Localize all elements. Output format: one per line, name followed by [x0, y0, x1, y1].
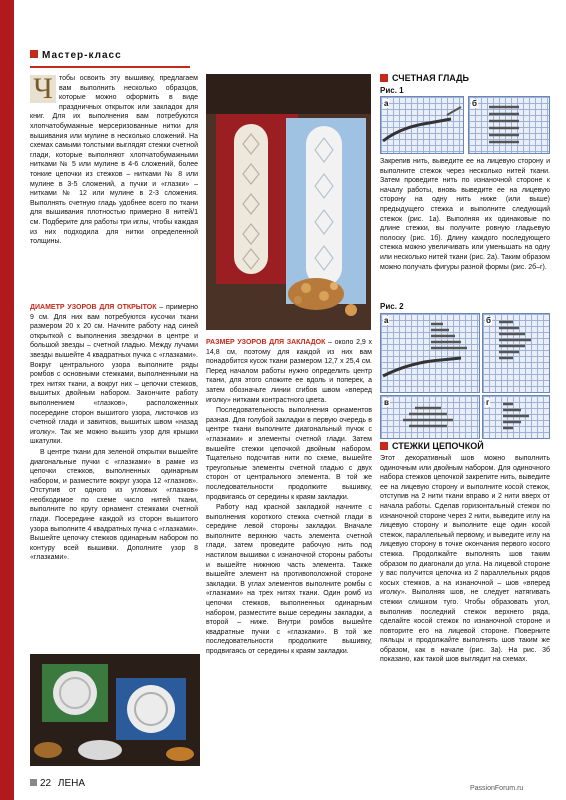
heading-marker [380, 74, 388, 82]
footer-marker [30, 779, 37, 786]
satin-stitch-text: Закрепив нить, выведите ее на лицевую сторону и выполните стежок через несколько нитей ткани. Затем проведите нить по изнаночной стороне к началу работы, вновь выведите ее на лицевую сторону на одну нить ниже (или выше) предыдущего стежка и выполните следующий стежок (рис. 1а). Выполняя их одинаковые по длине стежки, вы получите ровную гладьевую полоску (рис. 1б). Длину каждого последующего стежка можно увеличивать или уменьшать на одну или несколько нитей ткани (рис. 2а). Таким образом можно получать фигуры разной формы (рис. 2б–г). [380, 158, 550, 271]
section-masthead: Мастер-класс [30, 50, 190, 68]
figure-2d-letter: г [486, 398, 490, 407]
figure-2-label: Рис. 2 [380, 302, 404, 311]
page-footer [30, 778, 85, 789]
column-1-body: ДИАМЕТР УЗОРОВ ДЛЯ ОТКРЫТОК – примерно 9 см. Для них вам потребуются кусочки ткани размером 20 х 20 см. Начните работу над синей открыткой с выполнения звездочки в центре и большой звезды – счетной гладью. Между лучами звезды вышейте 4 квадратных пучка с «глазками». Вокруг центрального узора выполните ряды ромбов с основными стежками, выполненными на трех нитях ткани, а вокруг них – цепочки стежков, вышитых двойным набором. Закончите работу выполнением «глазков», расположенных посередине сторон вышитого узора, листочков из счетной глади и завитков, вышитых швом «назад иголку». Так же можно вышить узор для крышки шкатулки. В центре ткани для зеленой открытки вышейте диагональные пучки с «глазками» в рамке из цепочки стежков, выполненных одинарным набором, и разместите вокруг узора 12 «глазков». Отступив от одного из угловых «глазков» необходимое по схеме число нитей ткани, выполните по кругу орнамент стежками счетной глади. Посередине каждой из сторон вышитого узора выполните 4 квадратных пучка с «глазками». Вышейте цепочку стежков одинарным набором по контуру всей вышивки. Дополните узор 8 «глазками». [30, 304, 198, 562]
figure-1a-letter: а [384, 99, 389, 108]
figure-1b-letter: б [472, 99, 477, 108]
figure-2d-diagram [482, 395, 550, 439]
figure-2c-letter: в [384, 398, 389, 407]
left-edge-bar [0, 0, 14, 800]
figure-2b-letter: б [486, 316, 491, 325]
figure-1a-diagram [380, 96, 464, 154]
postcards-photo [30, 654, 200, 766]
drop-cap: Ч [30, 75, 56, 103]
postcard-size-heading: ДИАМЕТР УЗОРОВ ДЛЯ ОТКРЫТОК [30, 304, 157, 311]
column-2-body: РАЗМЕР УЗОРОВ ДЛЯ ЗАКЛАДОК – около 2,9 х 14,8 см, поэтому для каждой из них вам понадобится кусок ткани размером 12,7 х 25,4 см. Перед началом работы нужно определить центр ткани, для этого сложите ее вдоль и поперек, а затем обозначьте линии сгибов швом «вперед иголку» нитками контрастного цвета. Последовательность выполнения орнаментов разная. Для голубой закладки в первую очередь в центре ткани выполните диагональный пучок с «глазками» и элементы счетной глади. Затем вышейте стежки цепочкой двойным набором. Тщательно подсчитав нити по схеме, вышейте треугольные элементы счетной гладью с двух сторон от центрального элемента. В той же последовательности продолжите вышивку, продвигаясь от середины к краям закладки. Работу над красной закладкой начните с выполнения короткого стежка счетной глади в середине левой стороны закладки. Вначале выполните верхнюю часть элемента счетной глади, затем проведите рабочую нить под настилом вышивки с изнаночной стороны работы и вышейте нижнюю часть элемента. Также вышейте элемент на противоположной стороне закладки. В углах элементов выполните ромбы с «глазками» на трех нитях ткани. Один ромб из цепочки стежков, выполненных одинарным набором, разместите выше середины закладки, а второй – ниже. Внутри ромбов вышейте квадратные пучки с «глазками». В той же последовательности продолжите вышивку, продвигаясь от середины к краям закладки. [206, 339, 372, 655]
heading-marker [380, 442, 388, 450]
figure-2b-diagram [482, 313, 550, 393]
chain-stitch-heading: СТЕЖКИ ЦЕПОЧКОЙ [380, 441, 550, 451]
page-number: 22 [40, 778, 52, 789]
blue-bookmark-paragraph: Последовательность выполнения орнаментов разная. Для голубой закладки в первую очередь в центре ткани выполните диагональный пучок с «глазками» и элементы счетной глади. Затем вышейте стежки цепочкой двойным набором. Тщательно подсчитав нити по схеме, вышейте треугольные элементы счетной гладью с двух сторон от центрального элемента. В той же последовательности продолжите вышивку, продвигаясь от середины к краям закладки. [206, 407, 372, 501]
figure-1-label: Рис. 1 [380, 86, 404, 95]
masthead-marker [30, 50, 38, 58]
figure-1b-diagram [468, 96, 550, 154]
figure-2a-letter: а [384, 316, 389, 325]
green-card-paragraph: В центре ткани для зеленой открытки вышейте диагональные пучки с «глазками» в рамке из цепочки стежков, выполненных одинарным набором, и разместите вокруг узора 12 «глазков». Отступив от одного из угловых «глазков» необходимое по схеме число нитей ткани, выполните по кругу орнамент стежками счетной глади. Посередине каждой из сторон вышитого узора выполните 4 квадратных пучка с «глазками». Вышейте цепочку стежков одинарным набором по контуру всей вышивки. Дополните узор 8 «глазками». [30, 448, 198, 562]
red-bookmark-paragraph: Работу над красной закладкой начните с выполнения короткого стежка счетной глади в середине левой стороны закладки. Вначале выполните верхнюю часть элемента счетной глади, затем проведите рабочую нить под настилом вышивки с изнаночной стороны работы и вышейте нижнюю часть элемента. Также вышейте элемент на противоположной стороне закладки. В углах элементов выполните ромбы с «глазками» на трех нитях ткани. Один ромб из цепочки стежков, выполненных одинарным набором, разместите выше середины закладки, а второй – ниже. Внутри ромбов вышейте квадратные пучки с «глазками». В той же последовательности продолжите вышивку, продвигаясь от середины к краям закладки. [206, 504, 372, 655]
magazine-name: ЛЕНА [57, 778, 86, 789]
intro-paragraph: Ч тобы освоить эту вышивку, предлагаем вам выполнить несколько образцов, которые можно оформить в виде праздничных открыток или закладок для книг. Для их выполнения вам потребуются хлопчатобумажные мерсеризованные нитки для вышивания или мулине в несколько сложений. На схемах самыми толстыми выглядят стежки счетной глади, которые выполняют хлопчатобумажными нитками № 5 или мулине в 4-6 сложений, более тонкие цепочки из стежков – нитками № 8 или мулине в 3-5 сложений, а пучки и «глазки» – нитками № 12 или мулине в 2-3 сложения. Выполнять счетную гладь удобнее всего по ткани для вышивания плотностью примерно 8 нитей/1 см. Подберите для работы три иглы, чтобы каждая из них подходила для нитки определенной толщины. [30, 72, 198, 246]
bookmarks-photo [206, 74, 371, 330]
chain-stitch-text: Этот декоративный шов можно выполнить одиночным или двойным набором. Для одиночного набора стежков цепочкой закрепите нить, выведите ее на лицевую сторону и выполните косой стежок, отступив на 2 нити ткани вправо и 2 нити вверх от начала работы. Сделав горизонтальный стежок по изнаночной стороне через 2 нити, выведите иглу на лицевую сторону и выполните еще один косой стежок, параллельный первому, и выведите иглу на лицевую сторону в точке окончания первого косого стежка. Продолжайте выполнять шов таким образом по диагонали до угла. На лицевой стороне у вас получится цепочка из 2 параллельных рядов косых стежков, а на изнаночной – шов «вперед иголку». Выполняя шов, не следует натягивать стежки слишком туго. Чтобы образовать угол, выполнив последний стежок верхнего ряда, сделайте косой стежок по изнаночной стороне и повторите его на лицевой стороне. Поверните пяльцы и продолжайте выполнять шов таким же образом, как в начале (рис. 3а). На рис. 3б показано, как такой шов выглядит на схемах. [380, 455, 550, 664]
figure-2a-diagram [380, 313, 480, 393]
figure-2c-diagram [380, 395, 480, 439]
watermark: PassionForum.ru [470, 785, 524, 792]
bookmark-size-heading: РАЗМЕР УЗОРОВ ДЛЯ ЗАКЛАДОК [206, 339, 326, 346]
satin-stitch-heading: СЧЕТНАЯ ГЛАДЬ [380, 73, 550, 83]
